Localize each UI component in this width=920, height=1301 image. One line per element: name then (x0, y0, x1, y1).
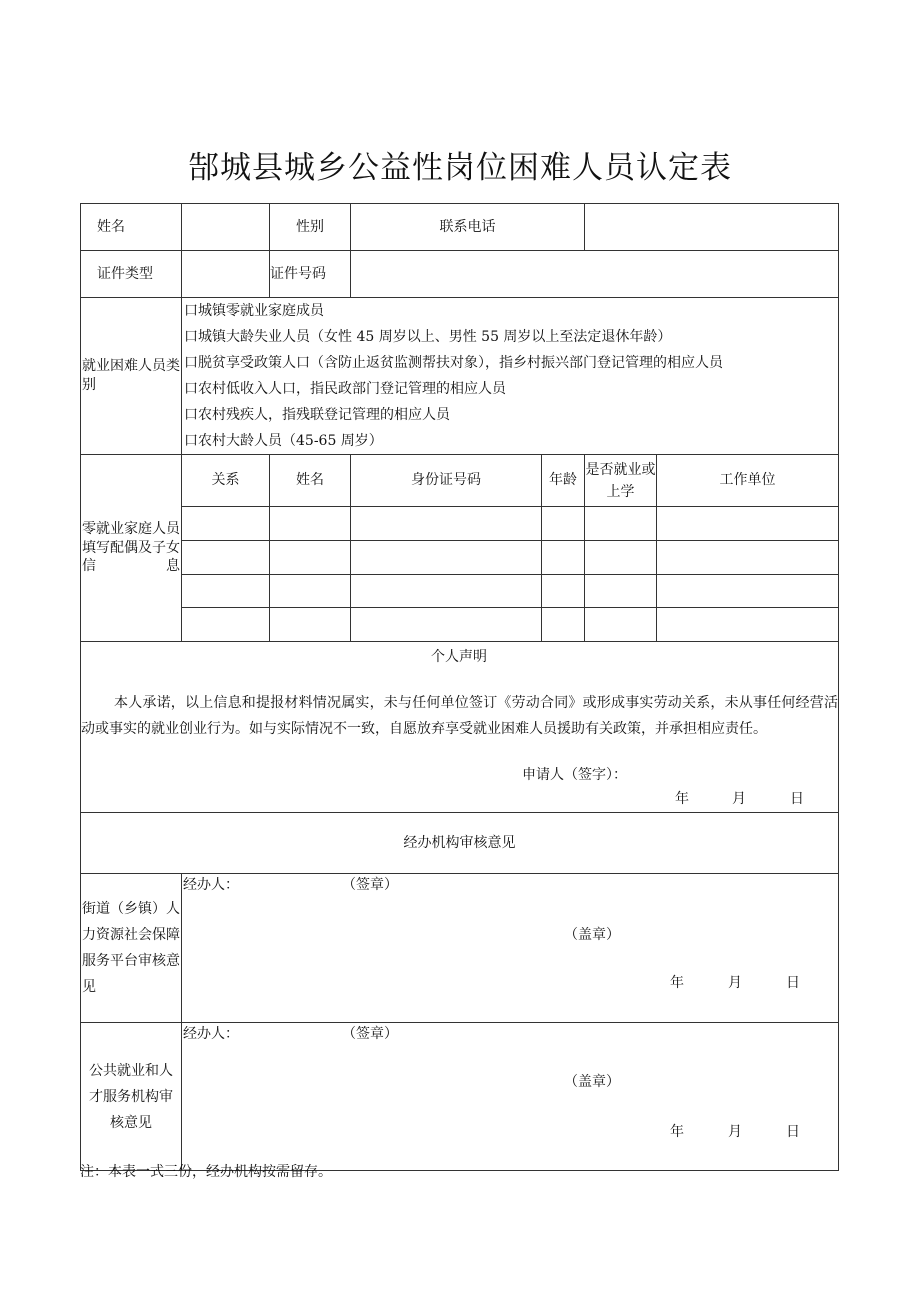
street-review-area[interactable] (182, 874, 838, 1022)
family-row (81, 575, 839, 608)
cell[interactable] (182, 541, 270, 575)
family-header: 身份证号码 (351, 455, 542, 507)
month-label: 月 (728, 1124, 742, 1140)
cell[interactable] (182, 575, 270, 608)
cell[interactable] (585, 541, 657, 575)
day-label: 日 (786, 975, 800, 991)
family-header: 关系 (182, 455, 270, 507)
category-option[interactable]: 口农村低收入人口，指民政部门登记管理的相应人员 (184, 381, 506, 397)
month-label: 月 (728, 975, 742, 991)
cell[interactable] (657, 608, 839, 642)
category-option[interactable]: 口城镇大龄失业人员（女性 45 周岁以上、男性 55 周岁以上至法定退休年龄） (184, 329, 672, 345)
category-label: 就业困难人员类别 (81, 298, 182, 455)
cell[interactable] (657, 575, 839, 608)
category-option[interactable]: 口脱贫享受政策人口（含防止返贫监测帮扶对象），指乡村振兴部门登记管理的相应人员 (184, 355, 723, 371)
declaration-section (81, 642, 838, 812)
signer-label: 申请人（签字）： (522, 767, 627, 783)
handler-label: 经办人： (183, 1026, 239, 1042)
declaration-text: 本人承诺，以上信息和提报材料情况属实，未与任何单位签订《劳动合同》或形成事实劳动关系，未从事任何经营活动或事实的就业创业行为。如与实际情况不一致，自愿放弃享受就业困难人员援助有关政策，并承担相应责任。 (81, 695, 838, 737)
sign-label: （签章） (342, 1026, 398, 1042)
seal-label: （盖章） (564, 1074, 620, 1090)
month-label: 月 (732, 791, 746, 807)
id-number-label: 证件号码 (270, 251, 351, 298)
seal-label: （盖章） (564, 927, 620, 943)
category-option[interactable]: 口农村残疾人，指残联登记管理的相应人员 (184, 407, 450, 423)
id-type-field[interactable] (182, 251, 270, 298)
cell[interactable] (585, 507, 657, 541)
sign-label: （签章） (342, 877, 398, 893)
cell[interactable] (657, 507, 839, 541)
family-label: 零就业家庭人员填写配偶及子女信息 (81, 455, 182, 642)
family-header: 年龄 (542, 455, 585, 507)
cell[interactable] (270, 541, 351, 575)
cell[interactable] (270, 575, 351, 608)
cell[interactable] (351, 541, 542, 575)
id-number-field[interactable] (351, 251, 839, 298)
category-option[interactable]: 口城镇零就业家庭成员 (184, 303, 324, 319)
category-options (182, 298, 839, 455)
cell[interactable] (542, 608, 585, 642)
category-option[interactable]: 口农村大龄人员（45-65 周岁） (184, 433, 383, 449)
footnote: 注：本表一式三份，经办机构按需留存。 (80, 1164, 332, 1180)
declaration-title: 个人声明 (431, 649, 487, 665)
cell[interactable] (542, 575, 585, 608)
phone-label: 联系电话 (351, 204, 585, 251)
cell[interactable] (270, 507, 351, 541)
cell[interactable] (542, 507, 585, 541)
id-type-label: 证件类型 (81, 251, 182, 298)
handler-label: 经办人： (183, 877, 239, 893)
cell[interactable] (542, 541, 585, 575)
family-header: 是否就业或上学 (585, 455, 657, 507)
review-title: 经办机构审核意见 (81, 813, 839, 874)
public-review-label: 公共就业和人才服务机构审核意见 (81, 1023, 182, 1171)
day-label: 日 (786, 1124, 800, 1140)
phone-field[interactable] (585, 204, 839, 251)
family-header: 姓名 (270, 455, 351, 507)
cell[interactable] (182, 608, 270, 642)
cell[interactable] (657, 541, 839, 575)
year-label: 年 (675, 791, 689, 807)
gender-label: 性别 (270, 204, 351, 251)
day-label: 日 (790, 791, 804, 807)
year-label: 年 (670, 1124, 684, 1140)
name-label: 姓名 (81, 204, 182, 251)
cell[interactable] (182, 507, 270, 541)
public-review-area[interactable] (182, 1023, 838, 1170)
cell[interactable] (351, 507, 542, 541)
cell[interactable] (351, 575, 542, 608)
cell[interactable] (270, 608, 351, 642)
street-review-label: 街道（乡镇）人力资源社会保障服务平台审核意见 (81, 874, 182, 1023)
name-field[interactable] (182, 204, 270, 251)
year-label: 年 (670, 975, 684, 991)
cell[interactable] (585, 608, 657, 642)
cell[interactable] (351, 608, 542, 642)
form-title: 郜城县城乡公益性岗位困难人员认定表 (188, 150, 732, 186)
family-row (81, 507, 839, 541)
cell[interactable] (585, 575, 657, 608)
family-header: 工作单位 (657, 455, 839, 507)
certification-form (80, 203, 839, 1171)
family-row (81, 608, 839, 642)
family-row (81, 541, 839, 575)
